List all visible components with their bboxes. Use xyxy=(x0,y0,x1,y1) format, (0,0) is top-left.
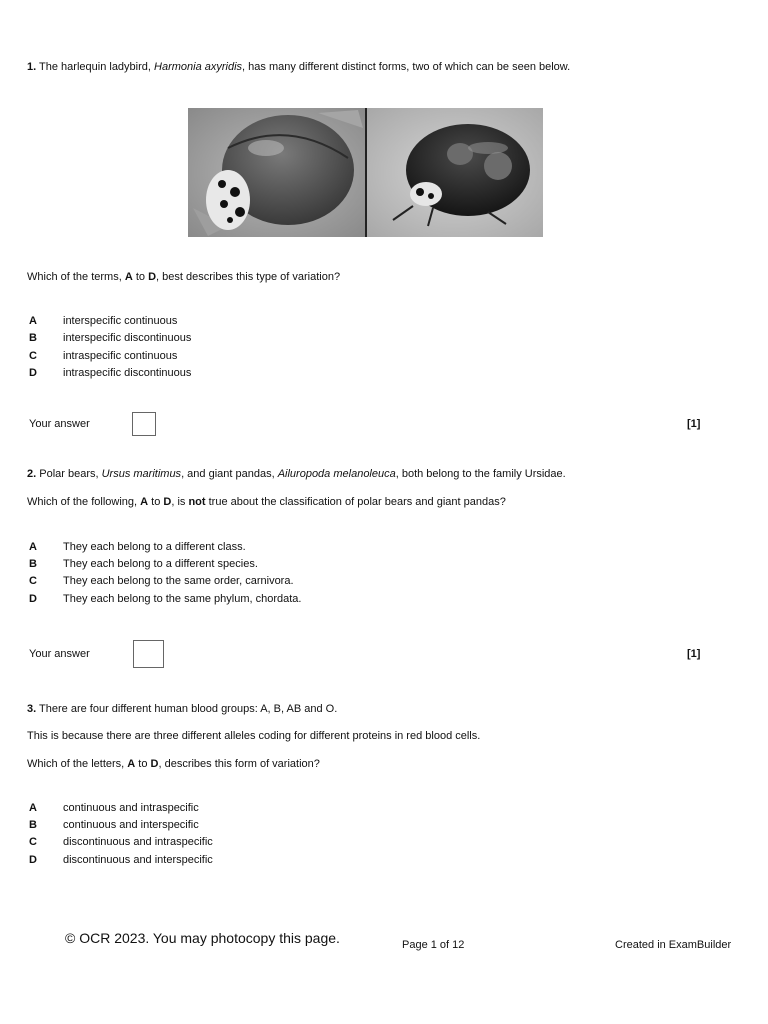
q3-option-b-letter: B xyxy=(29,819,37,831)
q3-option-c-text: discontinuous and intraspecific xyxy=(63,836,213,848)
ladybird-photo-image xyxy=(188,108,543,237)
ladybird-photos xyxy=(188,108,543,237)
q1-option-c-text: intraspecific continuous xyxy=(63,350,178,362)
q2-option-a-letter: A xyxy=(29,541,37,553)
q3-option-d-text: discontinuous and interspecific xyxy=(63,854,213,866)
q2-question: Which of the following, A to D, is not true about the classification of polar bears and giant pandas? xyxy=(27,496,506,508)
q1-option-b-letter: B xyxy=(29,332,37,344)
q1-stem: 1. The harlequin ladybird, Harmonia axyridis, has many different distinct forms, two of which can be seen below. xyxy=(27,61,571,73)
q2-answer-box[interactable] xyxy=(133,640,164,668)
q1-marks: [1] xyxy=(687,418,701,430)
q3-option-b-text: continuous and interspecific xyxy=(63,819,199,831)
q1-answer-label: Your answer xyxy=(29,418,90,430)
q1-option-a-text: interspecific continuous xyxy=(63,315,178,327)
q1-number: 1. xyxy=(27,61,37,73)
q2-option-d-text: They each belong to the same phylum, chordata. xyxy=(63,593,302,605)
q3-stem: 3. There are four different human blood groups: A, B, AB and O. xyxy=(27,703,338,715)
q2-marks: [1] xyxy=(687,648,701,660)
q1-option-c-letter: C xyxy=(29,350,37,362)
q1-option-d-letter: D xyxy=(29,367,37,379)
q1-species: Harmonia axyridis xyxy=(154,61,243,73)
footer-created-in: Created in ExamBuilder xyxy=(615,939,732,951)
q3-stem-2: This is because there are three different alleles coding for different proteins in red blood cells. xyxy=(27,730,481,742)
q3-option-a-letter: A xyxy=(29,802,37,814)
q3-option-d-letter: D xyxy=(29,854,37,866)
q2-answer-label: Your answer xyxy=(29,648,90,660)
q1-option-d-text: intraspecific discontinuous xyxy=(63,367,192,379)
q2-option-c-text: They each belong to the same order, carnivora. xyxy=(63,575,294,587)
q2-option-d-letter: D xyxy=(29,593,37,605)
q2-number: 2. xyxy=(27,468,37,480)
q1-question: Which of the terms, A to D, best describes this type of variation? xyxy=(27,271,341,283)
footer-page-number: Page 1 of 12 xyxy=(402,939,465,951)
q1-answer-box[interactable] xyxy=(132,412,156,436)
q2-option-c-letter: C xyxy=(29,575,37,587)
q2-option-a-text: They each belong to a different class. xyxy=(63,541,246,553)
q2-stem: 2. Polar bears, Ursus maritimus, and giant pandas, Ailuropoda melanoleuca, both belong to the family Ursidae. xyxy=(27,468,566,480)
q1-option-a-letter: A xyxy=(29,315,37,327)
q2-option-b-letter: B xyxy=(29,558,37,570)
q3-option-c-letter: C xyxy=(29,836,37,848)
q3-option-a-text: continuous and intraspecific xyxy=(63,802,199,814)
q3-number: 3. xyxy=(27,703,37,715)
q2-option-b-text: They each belong to a different species. xyxy=(63,558,258,570)
q1-option-b-text: interspecific discontinuous xyxy=(63,332,192,344)
q3-question: Which of the letters, A to D, describes this form of variation? xyxy=(27,758,320,770)
footer-copyright: © OCR 2023. You may photocopy this page. xyxy=(65,930,340,946)
